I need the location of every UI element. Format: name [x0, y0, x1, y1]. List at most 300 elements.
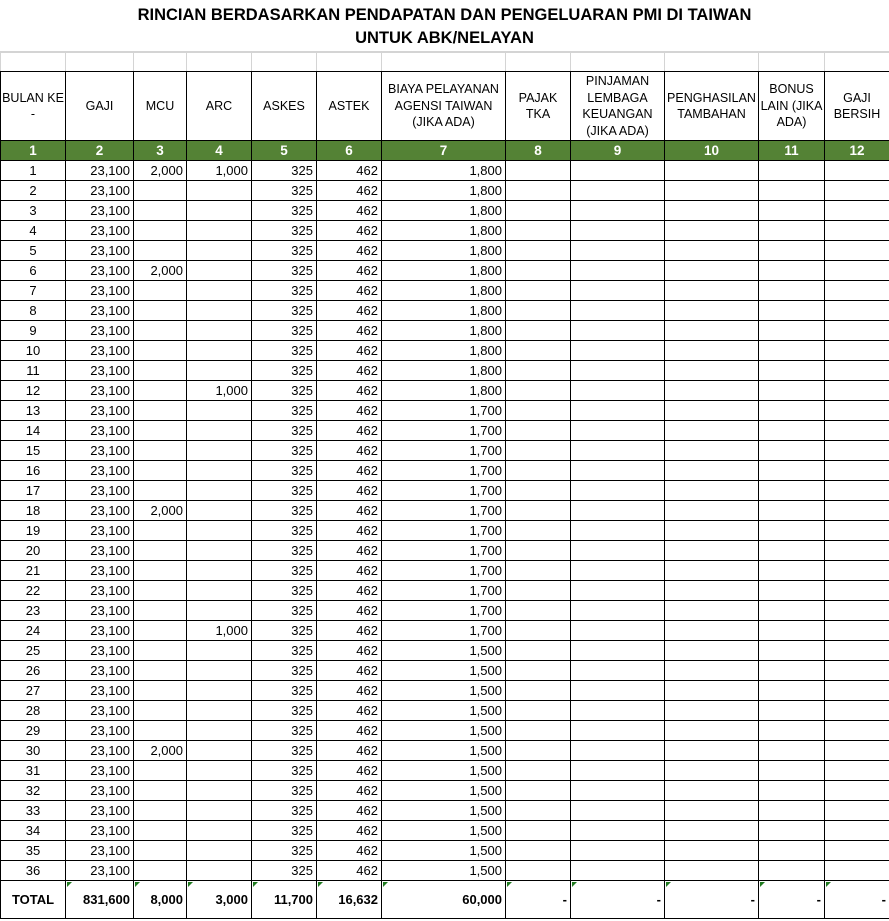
- month-cell[interactable]: 2: [1, 181, 66, 201]
- table-cell[interactable]: [571, 301, 665, 321]
- table-cell[interactable]: [187, 341, 252, 361]
- table-cell[interactable]: 462: [317, 561, 382, 581]
- table-cell[interactable]: 462: [317, 281, 382, 301]
- table-cell[interactable]: [134, 321, 187, 341]
- table-cell[interactable]: 1,800: [382, 201, 506, 221]
- table-cell[interactable]: [759, 681, 825, 701]
- table-cell[interactable]: [825, 861, 889, 881]
- table-cell[interactable]: [571, 701, 665, 721]
- table-cell[interactable]: 325: [252, 541, 317, 561]
- table-cell[interactable]: 23,100: [66, 381, 134, 401]
- column-number-cell[interactable]: 5: [252, 141, 317, 161]
- table-cell[interactable]: 462: [317, 501, 382, 521]
- month-cell[interactable]: 7: [1, 281, 66, 301]
- table-cell[interactable]: [506, 221, 571, 241]
- table-cell[interactable]: 1,700: [382, 461, 506, 481]
- column-header[interactable]: BULAN KE -: [1, 72, 66, 141]
- table-cell[interactable]: [825, 541, 889, 561]
- table-cell[interactable]: [571, 401, 665, 421]
- table-cell[interactable]: 1,700: [382, 521, 506, 541]
- table-cell[interactable]: [187, 801, 252, 821]
- month-cell[interactable]: 10: [1, 341, 66, 361]
- table-cell[interactable]: [665, 541, 759, 561]
- table-cell[interactable]: 1,700: [382, 441, 506, 461]
- table-cell[interactable]: [825, 761, 889, 781]
- table-cell[interactable]: 1,700: [382, 401, 506, 421]
- table-cell[interactable]: [825, 621, 889, 641]
- table-cell[interactable]: [665, 201, 759, 221]
- table-cell[interactable]: [187, 861, 252, 881]
- table-cell[interactable]: 462: [317, 181, 382, 201]
- table-cell[interactable]: [187, 541, 252, 561]
- table-cell[interactable]: [134, 461, 187, 481]
- table-cell[interactable]: [506, 281, 571, 301]
- table-cell[interactable]: 325: [252, 401, 317, 421]
- table-cell[interactable]: [134, 521, 187, 541]
- table-cell[interactable]: [665, 721, 759, 741]
- table-cell[interactable]: 1,500: [382, 801, 506, 821]
- table-cell[interactable]: [665, 621, 759, 641]
- table-cell[interactable]: [759, 441, 825, 461]
- table-cell[interactable]: [571, 461, 665, 481]
- table-cell[interactable]: [571, 841, 665, 861]
- table-cell[interactable]: [759, 241, 825, 261]
- table-cell[interactable]: [571, 261, 665, 281]
- column-number-cell[interactable]: 3: [134, 141, 187, 161]
- column-header[interactable]: ASTEK: [317, 72, 382, 141]
- table-cell[interactable]: [665, 521, 759, 541]
- table-cell[interactable]: 325: [252, 361, 317, 381]
- table-cell[interactable]: [665, 601, 759, 621]
- table-cell[interactable]: 23,100: [66, 641, 134, 661]
- table-cell[interactable]: 23,100: [66, 261, 134, 281]
- table-cell[interactable]: [665, 641, 759, 661]
- table-cell[interactable]: [571, 641, 665, 661]
- total-cell[interactable]: 831,600: [66, 881, 134, 919]
- table-cell[interactable]: 1,500: [382, 781, 506, 801]
- table-cell[interactable]: [134, 721, 187, 741]
- table-cell[interactable]: [506, 561, 571, 581]
- table-cell[interactable]: 23,100: [66, 841, 134, 861]
- month-cell[interactable]: 30: [1, 741, 66, 761]
- table-cell[interactable]: [506, 581, 571, 601]
- total-cell[interactable]: 8,000: [134, 881, 187, 919]
- table-cell[interactable]: 23,100: [66, 861, 134, 881]
- column-number-cell[interactable]: 9: [571, 141, 665, 161]
- table-cell[interactable]: 1,800: [382, 261, 506, 281]
- table-cell[interactable]: 462: [317, 361, 382, 381]
- table-cell[interactable]: [759, 841, 825, 861]
- month-cell[interactable]: 29: [1, 721, 66, 741]
- table-cell[interactable]: [134, 381, 187, 401]
- table-cell[interactable]: [134, 301, 187, 321]
- table-cell[interactable]: 1,500: [382, 721, 506, 741]
- table-cell[interactable]: [665, 481, 759, 501]
- table-cell[interactable]: [187, 581, 252, 601]
- column-header[interactable]: BIAYA PELAYANAN AGENSI TAIWAN (JIKA ADA): [382, 72, 506, 141]
- table-cell[interactable]: [506, 341, 571, 361]
- table-cell[interactable]: [187, 481, 252, 501]
- table-cell[interactable]: 1,500: [382, 821, 506, 841]
- column-number-cell[interactable]: 11: [759, 141, 825, 161]
- table-cell[interactable]: 462: [317, 661, 382, 681]
- table-cell[interactable]: 325: [252, 501, 317, 521]
- table-cell[interactable]: 325: [252, 761, 317, 781]
- table-cell[interactable]: [134, 481, 187, 501]
- table-cell[interactable]: [506, 601, 571, 621]
- table-cell[interactable]: [571, 201, 665, 221]
- table-cell[interactable]: [825, 841, 889, 861]
- month-cell[interactable]: 1: [1, 161, 66, 181]
- table-cell[interactable]: [506, 361, 571, 381]
- table-cell[interactable]: [187, 461, 252, 481]
- table-cell[interactable]: 462: [317, 161, 382, 181]
- table-cell[interactable]: [506, 641, 571, 661]
- total-cell[interactable]: -: [506, 881, 571, 919]
- table-cell[interactable]: 2,000: [134, 501, 187, 521]
- month-cell[interactable]: 26: [1, 661, 66, 681]
- table-cell[interactable]: 462: [317, 381, 382, 401]
- table-cell[interactable]: 325: [252, 641, 317, 661]
- table-cell[interactable]: 462: [317, 721, 382, 741]
- table-cell[interactable]: [134, 401, 187, 421]
- table-cell[interactable]: [571, 821, 665, 841]
- table-cell[interactable]: 325: [252, 421, 317, 441]
- table-cell[interactable]: [571, 761, 665, 781]
- table-cell[interactable]: [187, 741, 252, 761]
- table-cell[interactable]: [825, 821, 889, 841]
- table-cell[interactable]: 325: [252, 321, 317, 341]
- table-cell[interactable]: 1,700: [382, 541, 506, 561]
- total-cell[interactable]: 3,000: [187, 881, 252, 919]
- table-cell[interactable]: 23,100: [66, 701, 134, 721]
- table-cell[interactable]: [506, 621, 571, 641]
- table-cell[interactable]: [759, 661, 825, 681]
- table-cell[interactable]: 1,800: [382, 221, 506, 241]
- table-cell[interactable]: [759, 301, 825, 321]
- table-cell[interactable]: [665, 801, 759, 821]
- table-cell[interactable]: [571, 681, 665, 701]
- table-cell[interactable]: 462: [317, 261, 382, 281]
- table-cell[interactable]: [759, 161, 825, 181]
- table-cell[interactable]: [506, 301, 571, 321]
- table-cell[interactable]: [134, 841, 187, 861]
- table-cell[interactable]: [187, 421, 252, 441]
- table-cell[interactable]: [506, 741, 571, 761]
- table-cell[interactable]: 23,100: [66, 801, 134, 821]
- month-cell[interactable]: 14: [1, 421, 66, 441]
- table-cell[interactable]: [665, 281, 759, 301]
- table-cell[interactable]: [134, 701, 187, 721]
- table-cell[interactable]: 23,100: [66, 741, 134, 761]
- table-cell[interactable]: [134, 621, 187, 641]
- table-cell[interactable]: [825, 481, 889, 501]
- table-cell[interactable]: 325: [252, 201, 317, 221]
- table-cell[interactable]: [825, 301, 889, 321]
- table-cell[interactable]: 23,100: [66, 321, 134, 341]
- table-cell[interactable]: [506, 761, 571, 781]
- table-cell[interactable]: [825, 201, 889, 221]
- table-cell[interactable]: [759, 481, 825, 501]
- total-cell[interactable]: -: [571, 881, 665, 919]
- table-cell[interactable]: 325: [252, 301, 317, 321]
- table-cell[interactable]: [759, 821, 825, 841]
- table-cell[interactable]: 325: [252, 261, 317, 281]
- column-header[interactable]: GAJI BERSIH: [825, 72, 889, 141]
- month-cell[interactable]: 3: [1, 201, 66, 221]
- table-cell[interactable]: [759, 601, 825, 621]
- column-number-cell[interactable]: 10: [665, 141, 759, 161]
- table-cell[interactable]: [665, 381, 759, 401]
- table-cell[interactable]: [825, 341, 889, 361]
- table-cell[interactable]: 325: [252, 381, 317, 401]
- table-cell[interactable]: 325: [252, 721, 317, 741]
- table-cell[interactable]: 462: [317, 761, 382, 781]
- table-cell[interactable]: 23,100: [66, 781, 134, 801]
- table-cell[interactable]: [759, 561, 825, 581]
- table-cell[interactable]: [571, 341, 665, 361]
- table-cell[interactable]: 23,100: [66, 601, 134, 621]
- table-cell[interactable]: 23,100: [66, 221, 134, 241]
- table-cell[interactable]: 1,500: [382, 641, 506, 661]
- column-number-cell[interactable]: 7: [382, 141, 506, 161]
- table-cell[interactable]: [134, 561, 187, 581]
- table-cell[interactable]: [134, 861, 187, 881]
- table-cell[interactable]: 462: [317, 741, 382, 761]
- table-cell[interactable]: [759, 461, 825, 481]
- table-cell[interactable]: [187, 641, 252, 661]
- table-cell[interactable]: [134, 341, 187, 361]
- table-cell[interactable]: [571, 481, 665, 501]
- table-cell[interactable]: [571, 541, 665, 561]
- column-number-cell[interactable]: 8: [506, 141, 571, 161]
- table-cell[interactable]: 23,100: [66, 161, 134, 181]
- table-cell[interactable]: [759, 521, 825, 541]
- month-cell[interactable]: 13: [1, 401, 66, 421]
- table-cell[interactable]: [506, 321, 571, 341]
- table-cell[interactable]: [187, 201, 252, 221]
- table-cell[interactable]: 23,100: [66, 541, 134, 561]
- table-cell[interactable]: 325: [252, 561, 317, 581]
- table-cell[interactable]: [187, 521, 252, 541]
- table-cell[interactable]: [506, 181, 571, 201]
- table-cell[interactable]: [506, 381, 571, 401]
- table-cell[interactable]: [665, 301, 759, 321]
- month-cell[interactable]: 21: [1, 561, 66, 581]
- table-cell[interactable]: 23,100: [66, 681, 134, 701]
- table-cell[interactable]: 462: [317, 461, 382, 481]
- table-cell[interactable]: 462: [317, 641, 382, 661]
- table-cell[interactable]: 23,100: [66, 281, 134, 301]
- month-cell[interactable]: 22: [1, 581, 66, 601]
- total-label[interactable]: TOTAL: [1, 881, 66, 919]
- table-cell[interactable]: [187, 841, 252, 861]
- table-cell[interactable]: 23,100: [66, 521, 134, 541]
- table-cell[interactable]: [759, 341, 825, 361]
- table-cell[interactable]: 325: [252, 461, 317, 481]
- table-cell[interactable]: [665, 461, 759, 481]
- table-cell[interactable]: [134, 241, 187, 261]
- total-cell[interactable]: -: [759, 881, 825, 919]
- table-cell[interactable]: [825, 181, 889, 201]
- table-cell[interactable]: [665, 221, 759, 241]
- table-cell[interactable]: [759, 221, 825, 241]
- table-cell[interactable]: [825, 601, 889, 621]
- table-cell[interactable]: [665, 781, 759, 801]
- table-cell[interactable]: [759, 381, 825, 401]
- column-number-cell[interactable]: 4: [187, 141, 252, 161]
- table-cell[interactable]: [571, 221, 665, 241]
- table-cell[interactable]: [187, 761, 252, 781]
- month-cell[interactable]: 5: [1, 241, 66, 261]
- table-cell[interactable]: [506, 421, 571, 441]
- month-cell[interactable]: 19: [1, 521, 66, 541]
- table-cell[interactable]: 325: [252, 701, 317, 721]
- total-cell[interactable]: -: [825, 881, 889, 919]
- table-cell[interactable]: [187, 241, 252, 261]
- table-cell[interactable]: [506, 681, 571, 701]
- table-cell[interactable]: [825, 401, 889, 421]
- table-cell[interactable]: [571, 321, 665, 341]
- month-cell[interactable]: 25: [1, 641, 66, 661]
- table-cell[interactable]: [825, 741, 889, 761]
- table-cell[interactable]: [665, 501, 759, 521]
- table-cell[interactable]: 1,800: [382, 181, 506, 201]
- table-cell[interactable]: 325: [252, 181, 317, 201]
- table-cell[interactable]: 462: [317, 601, 382, 621]
- table-cell[interactable]: [825, 581, 889, 601]
- table-cell[interactable]: [187, 601, 252, 621]
- table-cell[interactable]: [665, 181, 759, 201]
- column-header[interactable]: PENGHASILAN TAMBAHAN: [665, 72, 759, 141]
- table-cell[interactable]: 1,700: [382, 621, 506, 641]
- table-cell[interactable]: [759, 421, 825, 441]
- table-cell[interactable]: [665, 841, 759, 861]
- table-cell[interactable]: 23,100: [66, 341, 134, 361]
- table-cell[interactable]: [506, 801, 571, 821]
- table-cell[interactable]: 1,500: [382, 701, 506, 721]
- table-cell[interactable]: [571, 801, 665, 821]
- table-cell[interactable]: 1,800: [382, 301, 506, 321]
- table-cell[interactable]: 325: [252, 861, 317, 881]
- table-cell[interactable]: [759, 761, 825, 781]
- table-cell[interactable]: [571, 721, 665, 741]
- table-cell[interactable]: [187, 441, 252, 461]
- table-cell[interactable]: [571, 561, 665, 581]
- table-cell[interactable]: 1,700: [382, 421, 506, 441]
- table-cell[interactable]: [506, 161, 571, 181]
- month-cell[interactable]: 35: [1, 841, 66, 861]
- table-cell[interactable]: 462: [317, 841, 382, 861]
- table-cell[interactable]: 462: [317, 201, 382, 221]
- month-cell[interactable]: 28: [1, 701, 66, 721]
- table-cell[interactable]: 23,100: [66, 361, 134, 381]
- table-cell[interactable]: [665, 341, 759, 361]
- month-cell[interactable]: 27: [1, 681, 66, 701]
- table-cell[interactable]: [187, 661, 252, 681]
- table-cell[interactable]: [506, 781, 571, 801]
- table-cell[interactable]: 462: [317, 241, 382, 261]
- table-cell[interactable]: 325: [252, 161, 317, 181]
- table-cell[interactable]: [506, 661, 571, 681]
- table-cell[interactable]: [665, 361, 759, 381]
- table-cell[interactable]: [134, 801, 187, 821]
- column-header[interactable]: PINJAMAN LEMBAGA KEUANGAN (JIKA ADA): [571, 72, 665, 141]
- column-number-cell[interactable]: 6: [317, 141, 382, 161]
- table-cell[interactable]: [187, 561, 252, 581]
- table-cell[interactable]: 23,100: [66, 421, 134, 441]
- table-cell[interactable]: 462: [317, 441, 382, 461]
- table-cell[interactable]: 1,700: [382, 501, 506, 521]
- column-number-cell[interactable]: 2: [66, 141, 134, 161]
- table-cell[interactable]: 1,700: [382, 561, 506, 581]
- table-cell[interactable]: [665, 441, 759, 461]
- table-cell[interactable]: [665, 681, 759, 701]
- table-cell[interactable]: [571, 861, 665, 881]
- table-cell[interactable]: 1,800: [382, 281, 506, 301]
- table-cell[interactable]: [134, 821, 187, 841]
- table-cell[interactable]: 325: [252, 621, 317, 641]
- table-cell[interactable]: [506, 521, 571, 541]
- table-cell[interactable]: 325: [252, 661, 317, 681]
- table-cell[interactable]: [187, 221, 252, 241]
- column-header[interactable]: MCU: [134, 72, 187, 141]
- table-cell[interactable]: 325: [252, 841, 317, 861]
- column-header[interactable]: ARC: [187, 72, 252, 141]
- month-cell[interactable]: 8: [1, 301, 66, 321]
- table-cell[interactable]: 1,500: [382, 841, 506, 861]
- table-cell[interactable]: [506, 821, 571, 841]
- column-header[interactable]: GAJI: [66, 72, 134, 141]
- table-cell[interactable]: [665, 161, 759, 181]
- table-cell[interactable]: 1,500: [382, 741, 506, 761]
- table-cell[interactable]: [825, 281, 889, 301]
- table-cell[interactable]: [825, 241, 889, 261]
- table-cell[interactable]: [134, 681, 187, 701]
- table-cell[interactable]: 1,000: [187, 621, 252, 641]
- table-cell[interactable]: [187, 401, 252, 421]
- table-cell[interactable]: [825, 781, 889, 801]
- table-cell[interactable]: [665, 761, 759, 781]
- table-cell[interactable]: [187, 301, 252, 321]
- table-cell[interactable]: 23,100: [66, 561, 134, 581]
- month-cell[interactable]: 24: [1, 621, 66, 641]
- table-cell[interactable]: [665, 261, 759, 281]
- table-cell[interactable]: [134, 661, 187, 681]
- table-cell[interactable]: [665, 321, 759, 341]
- table-cell[interactable]: [825, 701, 889, 721]
- table-cell[interactable]: [187, 701, 252, 721]
- column-number-cell[interactable]: 12: [825, 141, 889, 161]
- table-cell[interactable]: 325: [252, 281, 317, 301]
- table-cell[interactable]: 325: [252, 481, 317, 501]
- table-cell[interactable]: [665, 401, 759, 421]
- table-cell[interactable]: [759, 801, 825, 821]
- table-cell[interactable]: [759, 321, 825, 341]
- table-cell[interactable]: [506, 501, 571, 521]
- month-cell[interactable]: 9: [1, 321, 66, 341]
- table-cell[interactable]: [506, 441, 571, 461]
- table-cell[interactable]: [759, 541, 825, 561]
- table-cell[interactable]: 462: [317, 581, 382, 601]
- table-cell[interactable]: 462: [317, 861, 382, 881]
- table-cell[interactable]: [825, 321, 889, 341]
- table-cell[interactable]: 23,100: [66, 241, 134, 261]
- table-cell[interactable]: [825, 721, 889, 741]
- month-cell[interactable]: 4: [1, 221, 66, 241]
- table-cell[interactable]: [571, 181, 665, 201]
- table-cell[interactable]: [134, 201, 187, 221]
